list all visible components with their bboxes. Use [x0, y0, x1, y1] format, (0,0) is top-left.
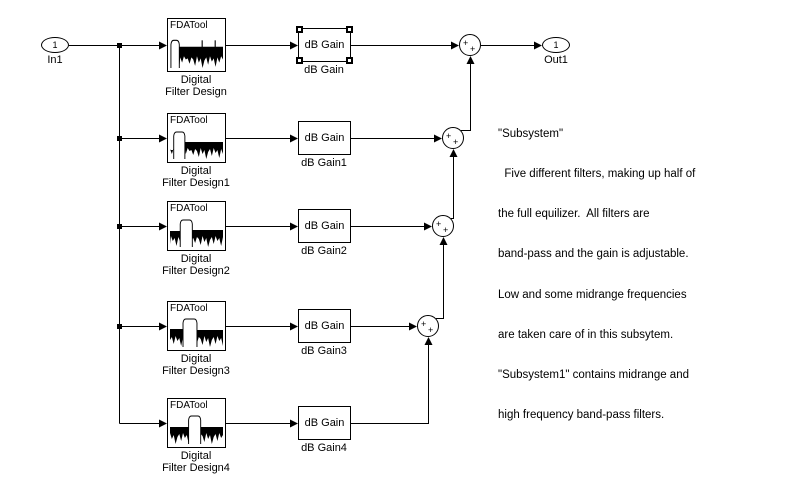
outport-number: 1 — [553, 39, 559, 50]
filter-label-line: Digital — [180, 165, 212, 177]
arrowhead — [290, 323, 298, 331]
annotation-text[interactable] — [498, 101, 695, 450]
branch-junction-dot — [117, 43, 122, 48]
db-gain-block[interactable] — [298, 28, 351, 62]
filter-block-label — [136, 74, 256, 98]
annotation-line: band-pass and the gain is adjustable. — [498, 248, 689, 261]
sum4-block[interactable] — [417, 315, 439, 337]
plus-sign: + — [446, 131, 452, 141]
gain-block-label: dB Gain — [304, 64, 344, 76]
filter-label-line: Filter Design2 — [162, 265, 230, 277]
digital-filter-design-block[interactable] — [167, 18, 226, 72]
plus-sign: + — [421, 319, 427, 329]
arrowhead — [434, 135, 442, 143]
arrowhead — [290, 135, 298, 143]
db-gain4-block[interactable] — [298, 406, 351, 440]
arrowhead — [159, 420, 167, 428]
gain-text: dB Gain — [304, 320, 345, 332]
plus-sign: + — [453, 137, 459, 147]
arrowhead — [409, 323, 417, 331]
digital-filter-design4-block[interactable] — [167, 398, 226, 448]
outport-label: Out1 — [544, 54, 568, 66]
fdatool-title: FDATool — [170, 115, 208, 126]
filter-label-line: Digital — [180, 253, 212, 265]
arrowhead — [159, 223, 167, 231]
filter-label-line: Filter Design4 — [162, 462, 230, 474]
filter-response-icon — [170, 216, 223, 248]
filter-response-icon — [170, 35, 223, 69]
gain-block-label: dB Gain4 — [301, 442, 347, 454]
selection-handle[interactable] — [296, 57, 303, 64]
arrowhead — [425, 337, 433, 345]
gain-block-label: dB Gain1 — [301, 157, 347, 169]
annotation-line: high frequency band-pass filters. — [498, 409, 665, 422]
wire-sum2-to-sum1[interactable] — [461, 64, 471, 131]
arrowhead — [290, 420, 298, 428]
filter-label-line: Filter Design — [165, 86, 227, 98]
filter-label-line: Digital — [180, 353, 212, 365]
digital-filter-design3-block[interactable] — [167, 301, 226, 351]
selection-handle[interactable] — [346, 57, 353, 64]
branch-junction-dot — [117, 224, 122, 229]
filter-block-label — [136, 353, 256, 377]
arrowhead — [159, 323, 167, 331]
plus-sign: + — [463, 38, 469, 48]
outport-block[interactable] — [542, 37, 570, 53]
annotation-line: "Subsystem1" contains midrange and — [498, 369, 689, 382]
filter-response-icon — [170, 413, 223, 445]
plus-sign: + — [436, 219, 442, 229]
filter-label-line: Digital — [180, 74, 212, 86]
filter-label-line: Filter Design1 — [162, 177, 230, 189]
inport-block[interactable] — [41, 37, 69, 53]
gain-text: dB Gain — [304, 132, 345, 144]
filter-label-line: Filter Design3 — [162, 365, 230, 377]
db-gain1-block[interactable] — [298, 121, 351, 155]
fdatool-title: FDATool — [170, 203, 208, 214]
plus-sign: + — [428, 325, 434, 335]
fdatool-title: FDATool — [170, 303, 208, 314]
selection-handle[interactable] — [346, 26, 353, 33]
arrowhead — [159, 42, 167, 50]
arrowhead — [440, 237, 448, 245]
gain-block-label: dB Gain2 — [301, 245, 347, 257]
db-gain2-block[interactable] — [298, 209, 351, 243]
plus-sign: + — [470, 44, 476, 54]
filter-label-line: Digital — [180, 450, 212, 462]
digital-filter-design2-block[interactable] — [167, 201, 226, 251]
filter-block-label — [136, 165, 256, 189]
inport-number: 1 — [52, 39, 58, 50]
annotation-line: the full equilizer. All filters are — [498, 208, 650, 221]
sum1-block[interactable] — [459, 34, 481, 56]
selection-handle[interactable] — [296, 26, 303, 33]
arrowhead — [424, 223, 432, 231]
fdatool-title: FDATool — [170, 400, 208, 411]
filter-block-label — [136, 253, 256, 277]
arrowhead — [290, 42, 298, 50]
arrowhead — [450, 149, 458, 157]
gain-block-label: dB Gain3 — [301, 345, 347, 357]
fdatool-title: FDATool — [170, 20, 208, 31]
plus-sign: + — [443, 225, 449, 235]
annotation-line: are taken care of in this subsytem. — [498, 328, 674, 341]
filter-response-icon — [170, 316, 223, 348]
arrowhead — [159, 135, 167, 143]
annotation-line: Five different filters, making up half of — [498, 168, 696, 181]
inport-label: In1 — [47, 54, 63, 66]
gain-text: dB Gain — [304, 417, 345, 429]
wire-sum4-to-sum3[interactable] — [436, 245, 444, 319]
sum3-block[interactable] — [432, 215, 454, 237]
branch-junction-dot — [117, 324, 122, 329]
gain-text: dB Gain — [304, 220, 345, 232]
annotation-line: Low and some midrange frequencies — [498, 288, 687, 301]
digital-filter-design1-block[interactable] — [167, 113, 226, 163]
arrowhead — [451, 42, 459, 50]
filter-block-label — [136, 450, 256, 474]
gain-text: dB Gain — [304, 39, 345, 51]
sum2-block[interactable] — [442, 127, 464, 149]
wire-sum3-to-sum2[interactable] — [451, 157, 454, 219]
arrowhead — [290, 223, 298, 231]
arrowhead — [467, 56, 475, 64]
branch-junction-dot — [117, 136, 122, 141]
arrowhead — [534, 42, 542, 50]
db-gain3-block[interactable] — [298, 309, 351, 343]
filter-response-icon — [170, 128, 223, 160]
annotation-line: "Subsystem" — [498, 127, 564, 140]
